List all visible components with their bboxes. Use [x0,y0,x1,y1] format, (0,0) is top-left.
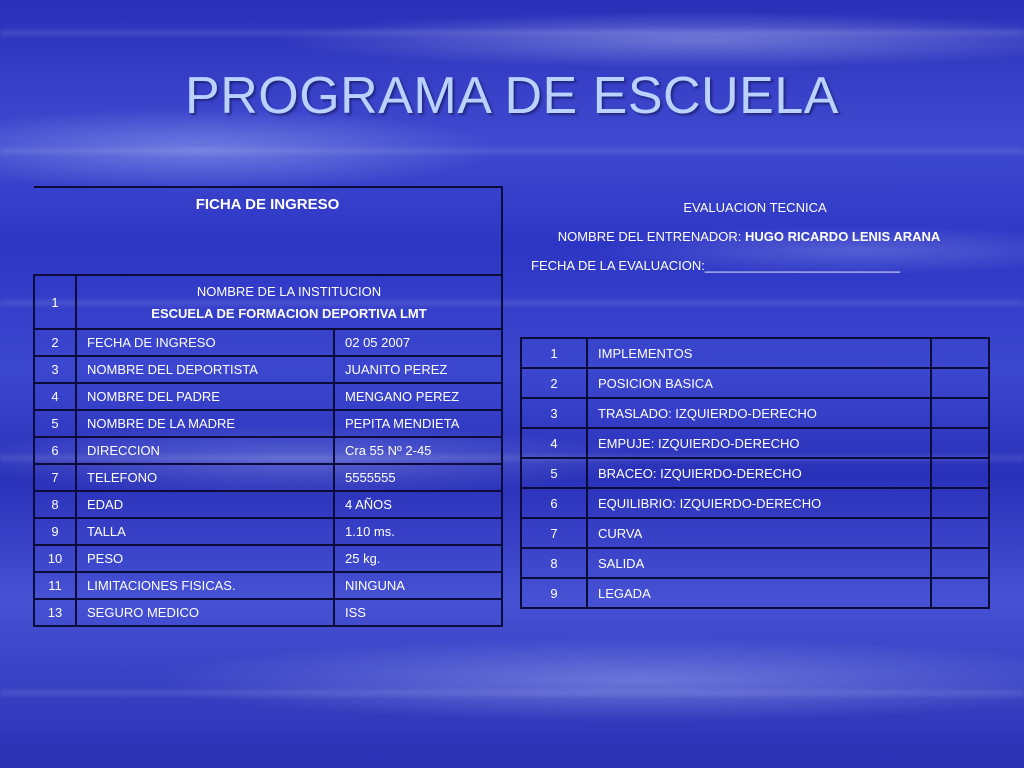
ficha-row [34,599,502,626]
row-number: 8 [521,548,587,578]
coach-line [508,222,990,251]
row-number: 4 [34,383,76,410]
evaluation-row [521,578,989,608]
row-number: 13 [34,599,76,626]
evaluation-row [521,518,989,548]
ficha-row [34,518,502,545]
field-value: 4 AÑOS [334,491,502,518]
score-cell[interactable] [931,488,989,518]
field-value: MENGANO PEREZ [334,383,502,410]
row-number: 5 [34,410,76,437]
institution-cell [76,275,502,329]
ficha-row [34,383,502,410]
field-label: LIMITACIONES FISICAS. [76,572,334,599]
ficha-header-row [34,187,502,275]
row-number: 1 [521,338,587,368]
evaluation-row [521,368,989,398]
ficha-row [34,329,502,356]
row-number: 8 [34,491,76,518]
score-cell[interactable] [931,518,989,548]
evaluation-row [521,548,989,578]
criterion-label: POSICION BASICA [587,368,931,398]
evaluation-row [521,428,989,458]
score-cell[interactable] [931,548,989,578]
background-streak [0,148,1024,154]
row-number: 3 [34,356,76,383]
row-number: 6 [34,437,76,464]
ficha-row [34,545,502,572]
field-label: TALLA [76,518,334,545]
field-value: 02 05 2007 [334,329,502,356]
field-value: Cra 55 Nº 2-45 [334,437,502,464]
field-value: JUANITO PEREZ [334,356,502,383]
evaluation-row [521,338,989,368]
criterion-label: CURVA [587,518,931,548]
score-cell[interactable] [931,578,989,608]
field-value: 5555555 [334,464,502,491]
row-number: 2 [521,368,587,398]
background-streak [0,690,1024,696]
field-label: DIRECCION [76,437,334,464]
score-cell[interactable] [931,368,989,398]
criterion-label: EMPUJE: IZQUIERDO-DERECHO [587,428,931,458]
field-label: SEGURO MEDICO [76,599,334,626]
ficha-row [34,572,502,599]
evaluation-row [521,398,989,428]
institution-value: ESCUELA DE FORMACION DEPORTIVA LMT [151,305,427,321]
ficha-row [34,491,502,518]
page-title: PROGRAMA DE ESCUELA [185,67,839,125]
field-value: 25 kg. [334,545,502,572]
criterion-label: LEGADA [587,578,931,608]
field-label: EDAD [76,491,334,518]
criterion-label: IMPLEMENTOS [587,338,931,368]
row-number: 3 [521,398,587,428]
score-cell[interactable] [931,338,989,368]
ficha-row [34,464,502,491]
criterion-label: TRASLADO: IZQUIERDO-DERECHO [587,398,931,428]
row-number: 9 [34,518,76,545]
score-cell[interactable] [931,398,989,428]
field-label: NOMBRE DEL PADRE [76,383,334,410]
field-value: NINGUNA [334,572,502,599]
field-value: 1.10 ms. [334,518,502,545]
row-number: 1 [34,275,76,329]
evaluation-row [521,458,989,488]
field-label: NOMBRE DE LA MADRE [76,410,334,437]
score-cell[interactable] [931,458,989,488]
coach-name: HUGO RICARDO LENIS ARANA [745,229,941,244]
ficha-row [34,410,502,437]
evaluacion-tecnica-table [520,337,990,609]
evaluation-date: FECHA DE LA EVALUACION:___________________________ [531,258,901,273]
row-number: 9 [521,578,587,608]
ficha-ingreso-table [33,186,503,627]
evaluation-row [521,488,989,518]
row-number: 7 [34,464,76,491]
criterion-label: BRACEO: IZQUIERDO-DERECHO [587,458,931,488]
institution-label: NOMBRE DE LA INSTITUCION [196,283,382,299]
evaluation-header [520,193,990,280]
institution-row [34,275,502,329]
field-label: PESO [76,545,334,572]
ficha-title-cell [34,187,502,275]
field-value: ISS [334,599,502,626]
ficha-row [34,356,502,383]
ficha-row [34,437,502,464]
field-label: TELEFONO [76,464,334,491]
criterion-label: EQUILIBRIO: IZQUIERDO-DERECHO [587,488,931,518]
evaluation-title: EVALUACION TECNICA [683,200,827,215]
row-number: 10 [34,545,76,572]
row-number: 11 [34,572,76,599]
row-number: 2 [34,329,76,356]
row-number: 4 [521,428,587,458]
coach-label: NOMBRE DEL ENTRENADOR: [557,229,746,244]
score-cell[interactable] [931,428,989,458]
row-number: 5 [521,458,587,488]
ficha-title: FICHA DE INGRESO [195,196,340,213]
criterion-label: SALIDA [587,548,931,578]
field-value: PEPITA MENDIETA [334,410,502,437]
row-number: 6 [521,488,587,518]
background-streak [0,30,1024,36]
field-label: NOMBRE DEL DEPORTISTA [76,356,334,383]
row-number: 7 [521,518,587,548]
field-label: FECHA DE INGRESO [76,329,334,356]
